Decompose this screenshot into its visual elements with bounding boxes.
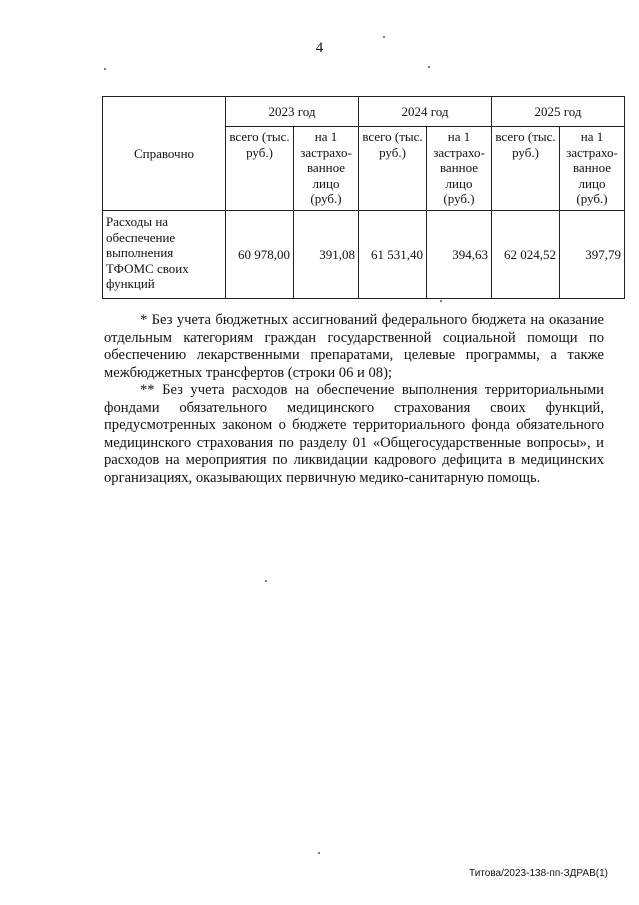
document-code: Титова/2023-138-пп-ЗДРАВ(1) xyxy=(469,868,608,879)
table-header-row xyxy=(103,97,625,127)
value-2025-total: 62 024,52 xyxy=(492,211,560,299)
value-2024-total: 61 531,40 xyxy=(359,211,427,299)
scan-speck xyxy=(440,300,442,302)
subheader-total: всего (тыс. руб.) xyxy=(359,127,427,211)
scan-speck xyxy=(428,66,430,68)
value-2023-total: 60 978,00 xyxy=(226,211,294,299)
year-header-2023: 2023 год xyxy=(226,97,359,127)
value-2023-per-insured: 391,08 xyxy=(294,211,359,299)
year-header-2025: 2025 год xyxy=(492,97,625,127)
scan-speck xyxy=(383,36,385,38)
subheader-per-insured: на 1 застрахо-ванное лицо (руб.) xyxy=(294,127,359,211)
scan-speck xyxy=(318,852,320,854)
footnotes xyxy=(104,312,604,487)
row-label: Расходы на обеспечение выполнения ТФОМС своих функций xyxy=(103,211,226,299)
value-2024-per-insured: 394,63 xyxy=(427,211,492,299)
scan-speck xyxy=(104,68,106,70)
subheader-per-insured: на 1 застрахо-ванное лицо (руб.) xyxy=(427,127,492,211)
footnote-1: * Без учета бюджетных ассигнований федерального бюджета на оказание отдельным категориям граждан государственной социальной помощи по обеспечению лекарственными препаратами, целевые программы, а также межбюджетных трансфертов (строки 06 и 08); xyxy=(104,312,604,381)
year-header-2024: 2024 год xyxy=(359,97,492,127)
reference-table xyxy=(102,96,625,299)
subheader-per-insured: на 1 застрахо-ванное лицо (руб.) xyxy=(560,127,625,211)
table-header-label: Справочно xyxy=(103,97,226,211)
scan-speck xyxy=(265,580,267,582)
page-number: 4 xyxy=(315,40,324,56)
footnote-2: ** Без учета расходов на обеспечение выполнения территориальными фондами обязательного медицинского страхования своих функций, предусмотренных законом о бюджете территориального фонда обязательного медицинского страхования по разделу 01 «Общегосударственные вопросы», и расходов на мероприятия по ликвидации кадрового дефицита в медицинских организациях, оказывающих первичную медико-санитарную помощь. xyxy=(104,382,604,486)
subheader-total: всего (тыс. руб.) xyxy=(226,127,294,211)
table-row xyxy=(103,211,625,299)
value-2025-per-insured: 397,79 xyxy=(560,211,625,299)
subheader-total: всего (тыс. руб.) xyxy=(492,127,560,211)
